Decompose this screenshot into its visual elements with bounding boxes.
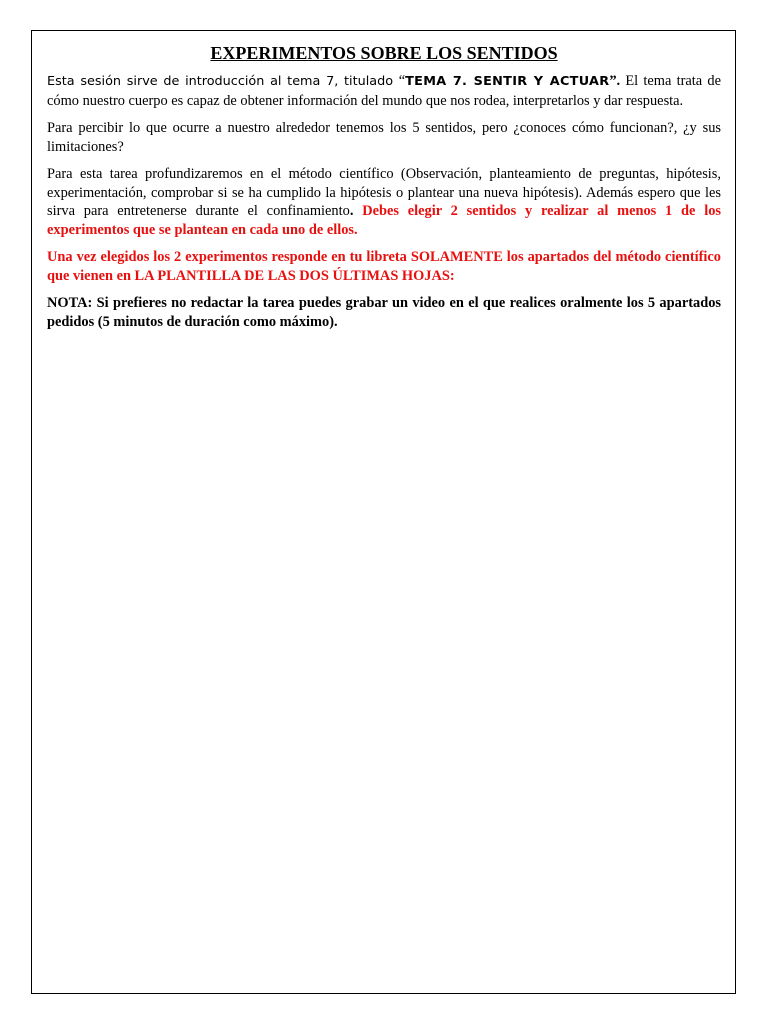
senses-paragraph: Para percibir lo que ocurre a nuestro alrededor tenemos los 5 sentidos, pero ¿conoces cómo funcionan?, ¿y sus limitaciones? [47,120,721,155]
topic-title: TEMA 7. SENTIR Y ACTUAR [405,74,610,89]
intro-rest-text: El tema trata de cómo nuestro cuerpo es capaz de obtener información del mundo que nos rodea, interpretarlos y dar respuesta. [47,73,722,109]
method-text: Para esta tarea profundizaremos en el método científico (Observación, planteamiento de preguntas, hipótesis, experimentación, comprobar si se ha cumplido la hipótesis o plantear una nueva hipótesis). Además espero que les sirva para entretenerse durante el confinamiento [47,166,721,219]
quote-close: ”. [609,73,621,89]
method-period: . [349,203,354,219]
document-title: EXPERIMENTOS SOBRE LOS SENTIDOS [210,43,558,63]
note-paragraph: NOTA: Si prefieres no redactar la tarea puedes grabar un video en el que realices oralmente los 5 apartados pedidos (5 minutos de duración como máximo). [47,295,721,330]
intro-sans-text: Esta sesión sirve de introducción al tema 7, titulado [47,74,399,89]
quote-open: “ [398,73,406,89]
template-instruction: Una vez elegidos los 2 experimentos responde en tu libreta SOLAMENTE los apartados del método científico que vienen en LA PLANTILLA DE LAS DOS ÚLTIMAS HOJAS: [47,249,721,284]
method-paragraph [47,165,721,239]
instruction-highlight: Debes elegir 2 sentidos y realizar al menos 1 de los experimentos que se plantean en cada uno de ellos. [47,203,722,238]
intro-paragraph [47,72,721,110]
document-content [47,41,721,340]
